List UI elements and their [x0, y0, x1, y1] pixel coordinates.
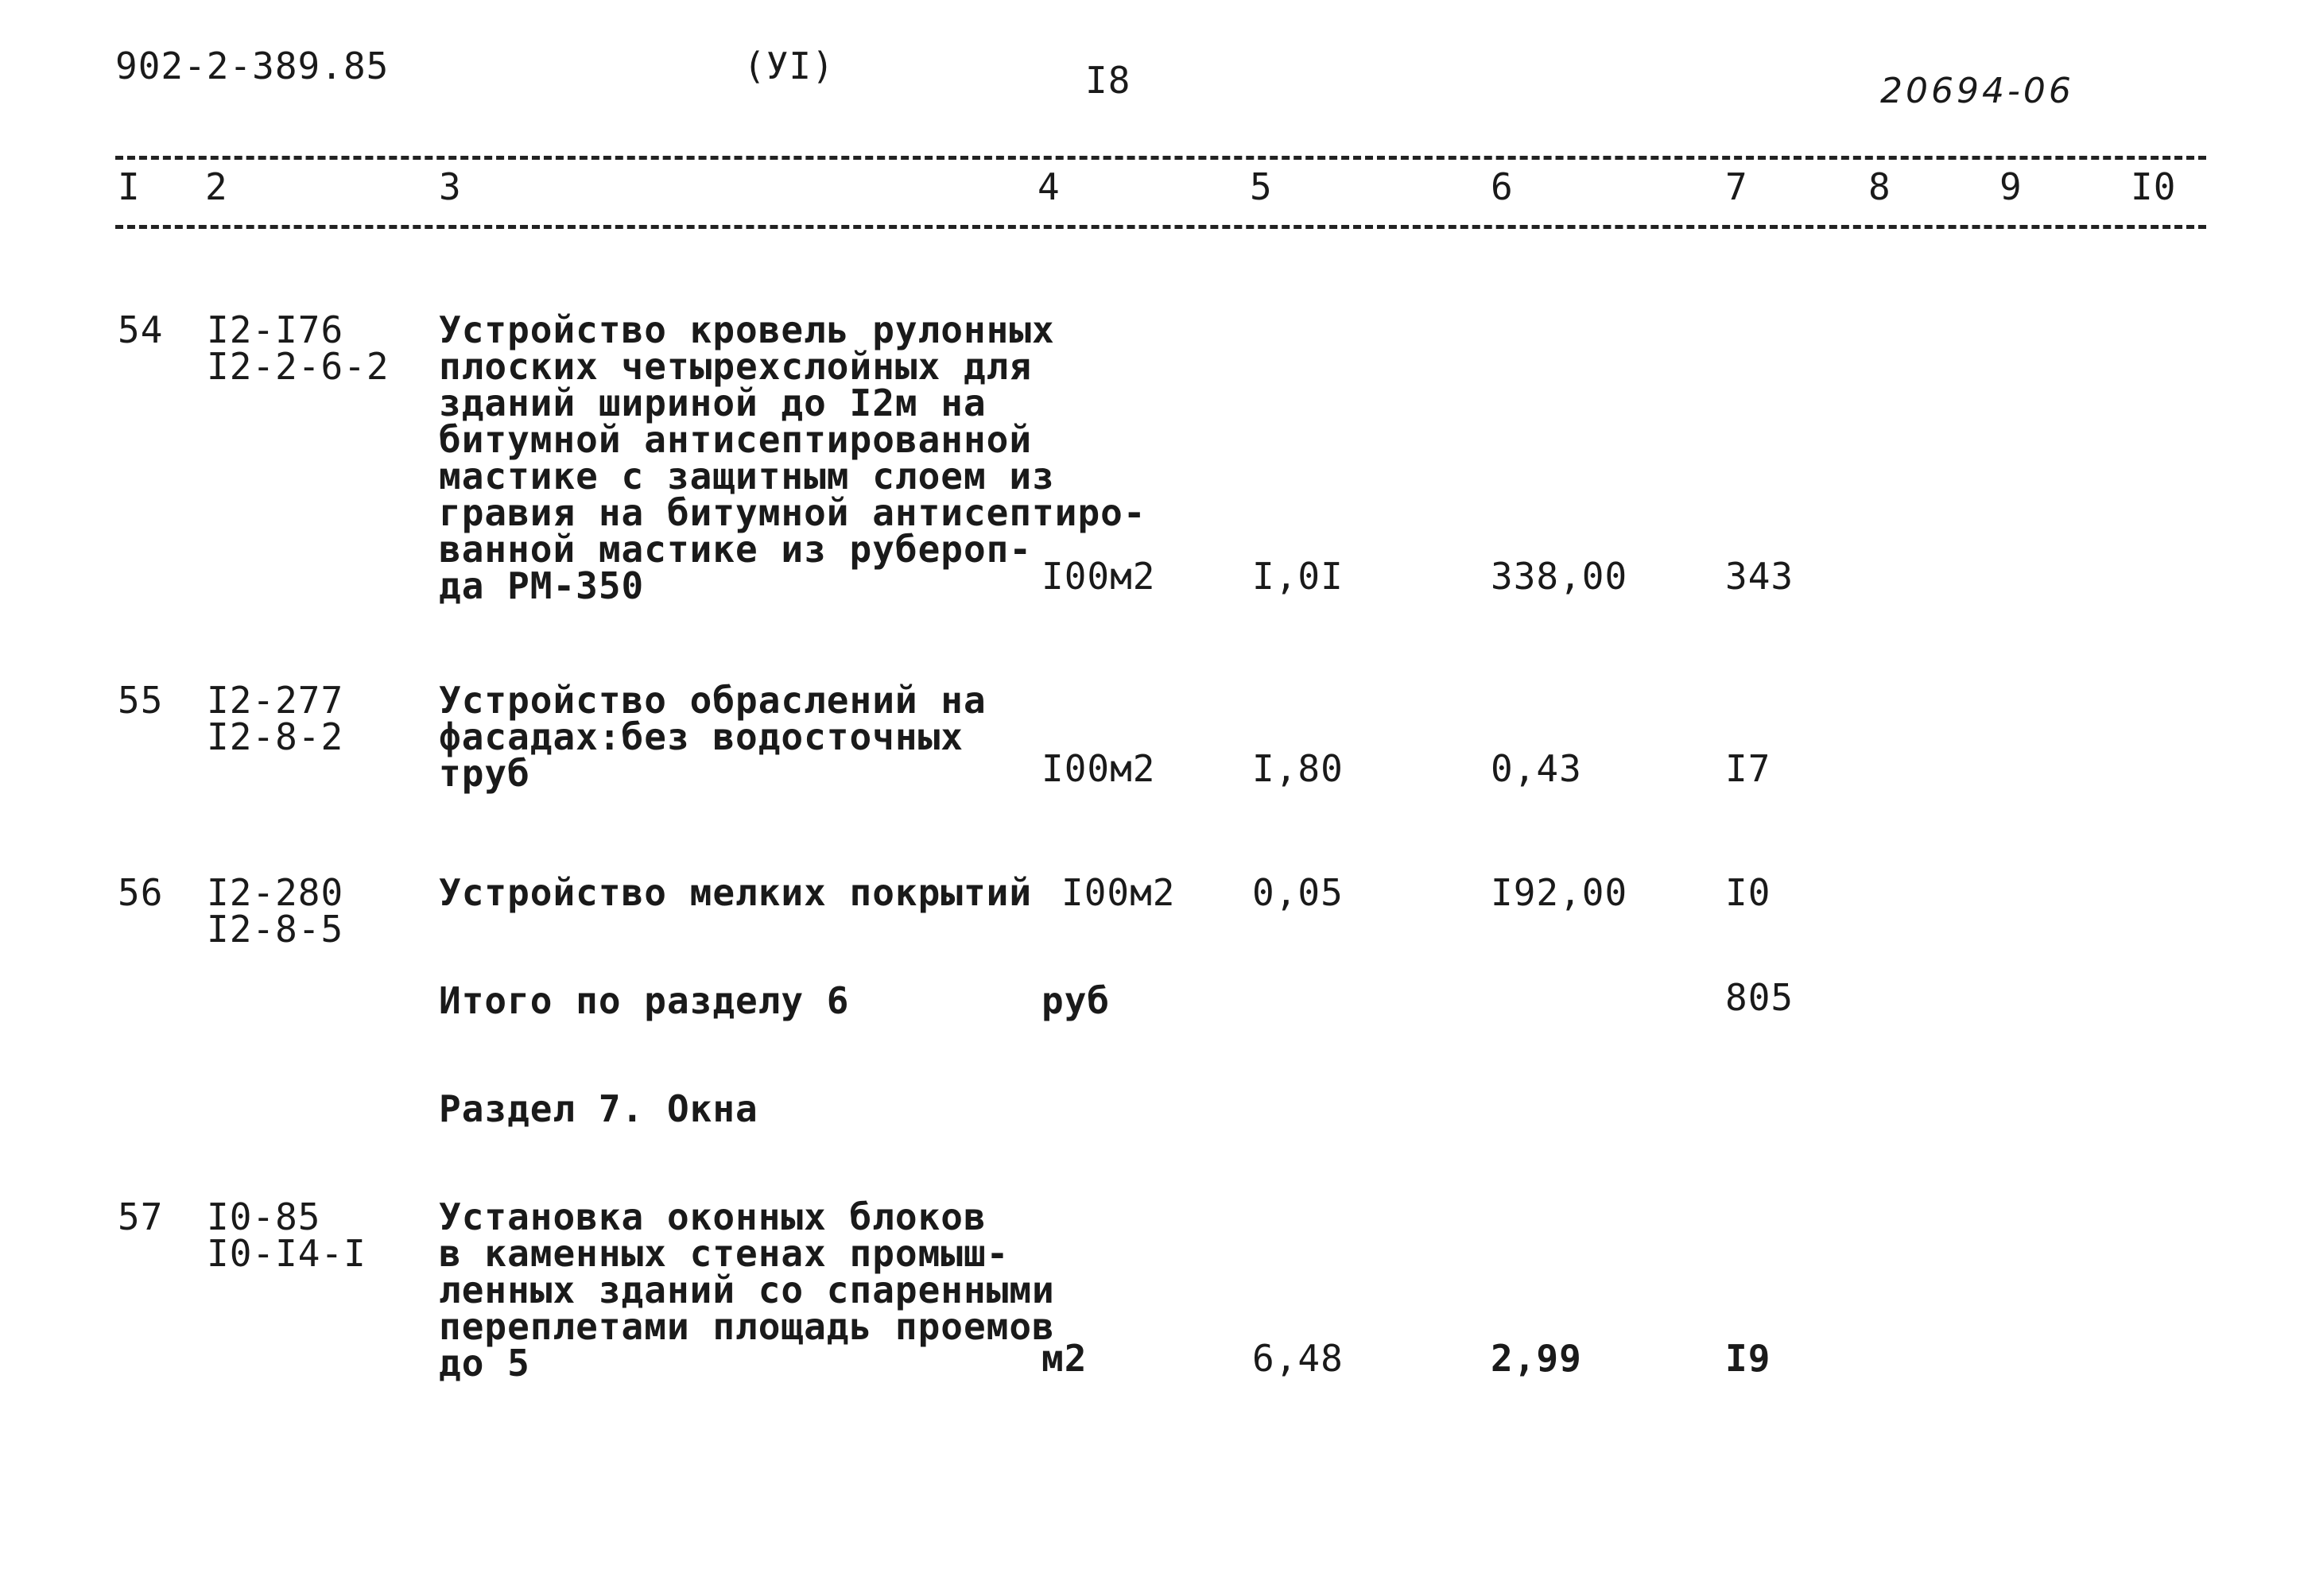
row-54-line-6: гравия на битумной антисептиро-	[439, 491, 1146, 534]
col-header-9: 9	[1999, 165, 2023, 208]
row-56-description	[439, 871, 1033, 914]
row-55-line-2: фасадах:без водосточных	[439, 715, 964, 758]
subtotal-total: 805	[1725, 976, 1794, 1019]
row-57-line-2: в каменных стенах промыш-	[439, 1232, 1010, 1275]
row-54-unit: I00м2	[1041, 555, 1156, 598]
row-56-code-1: I2-280	[207, 871, 344, 914]
row-56-total: I0	[1725, 871, 1771, 914]
row-57-code-1: I0-85	[207, 1195, 321, 1238]
row-54-line-7: ванной мастике из рубероп-	[439, 528, 1033, 571]
row-57-codes	[207, 1195, 367, 1275]
row-55-price: 0,43	[1491, 747, 1582, 790]
row-56-price: I92,00	[1491, 871, 1628, 914]
row-55-unit: I00м2	[1041, 747, 1156, 790]
col-header-5: 5	[1250, 165, 1273, 208]
row-57-unit: м2	[1041, 1337, 1088, 1380]
row-54-codes	[207, 308, 390, 388]
subtotal-label: Итого по разделу 6	[439, 979, 850, 1022]
col-header-1: I	[118, 165, 141, 208]
row-55-code-1: I2-277	[207, 679, 344, 722]
col-header-6: 6	[1491, 165, 1514, 208]
row-57-line-1: Установка оконных блоков	[439, 1195, 987, 1238]
row-57-number: 57	[118, 1195, 164, 1238]
row-55-description	[439, 679, 987, 795]
doc-code: 902-2-389.85	[115, 45, 390, 87]
row-54-description	[439, 308, 1146, 607]
row-57-qty: 6,48	[1252, 1337, 1344, 1380]
col-header-8: 8	[1868, 165, 1891, 208]
col-header-2: 2	[205, 165, 228, 208]
row-55-code-2: I2-8-2	[207, 715, 344, 758]
row-54-line-5: мастике с защитным слоем из	[439, 455, 1055, 498]
row-54-line-2: плоских четырехслойных для	[439, 345, 1033, 388]
header-rule-top	[115, 156, 2206, 160]
col-header-7: 7	[1725, 165, 1748, 208]
row-54-line-8: да РМ-350	[439, 564, 645, 607]
row-55-total: I7	[1725, 747, 1771, 790]
row-57-total: I9	[1725, 1337, 1771, 1380]
row-54-line-1: Устройство кровель рулонных	[439, 308, 1055, 351]
row-54-number: 54	[118, 308, 164, 351]
row-56-number: 56	[118, 871, 164, 914]
row-55-number: 55	[118, 679, 164, 722]
section-title: Раздел 7. Окна	[439, 1087, 758, 1130]
row-55-line-1: Устройство обраслений на	[439, 679, 987, 722]
row-54-total: 343	[1725, 555, 1794, 598]
row-57-line-5: до 5	[439, 1342, 530, 1385]
header-rule-bottom	[115, 225, 2206, 229]
row-56-unit: I00м2	[1061, 871, 1176, 914]
row-54-line-3: зданий шириной до I2м на	[439, 382, 987, 424]
col-header-3: 3	[439, 165, 462, 208]
row-56-codes	[207, 871, 344, 951]
row-55-line-3: труб	[439, 752, 530, 795]
section-roman: (УI)	[743, 45, 835, 87]
row-57-description	[439, 1195, 1055, 1385]
row-56-line-1: Устройство мелких покрытий	[439, 871, 1033, 914]
row-55-qty: I,80	[1252, 747, 1344, 790]
col-header-10: I0	[2131, 165, 2177, 208]
page-number: I8	[1085, 59, 1131, 102]
row-54-code-1: I2-I76	[207, 308, 344, 351]
col-header-4: 4	[1038, 165, 1061, 208]
row-55-codes	[207, 679, 344, 758]
row-54-qty: I,0I	[1252, 555, 1344, 598]
row-57-price: 2,99	[1491, 1337, 1582, 1380]
subtotal-unit: руб	[1041, 979, 1111, 1022]
row-54-line-4: битумной антисептированной	[439, 418, 1033, 461]
row-56-code-2: I2-8-5	[207, 908, 344, 951]
row-54-price: 338,00	[1491, 555, 1628, 598]
row-57-code-2: I0-I4-I	[207, 1232, 367, 1275]
archive-number: 20694-06	[1880, 71, 2074, 111]
row-57-line-3: ленных зданий со спаренными	[439, 1269, 1055, 1311]
row-57-line-4: переплетами площадь проемов	[439, 1305, 1055, 1348]
row-54-code-2: I2-2-6-2	[207, 345, 390, 388]
row-56-qty: 0,05	[1252, 871, 1344, 914]
